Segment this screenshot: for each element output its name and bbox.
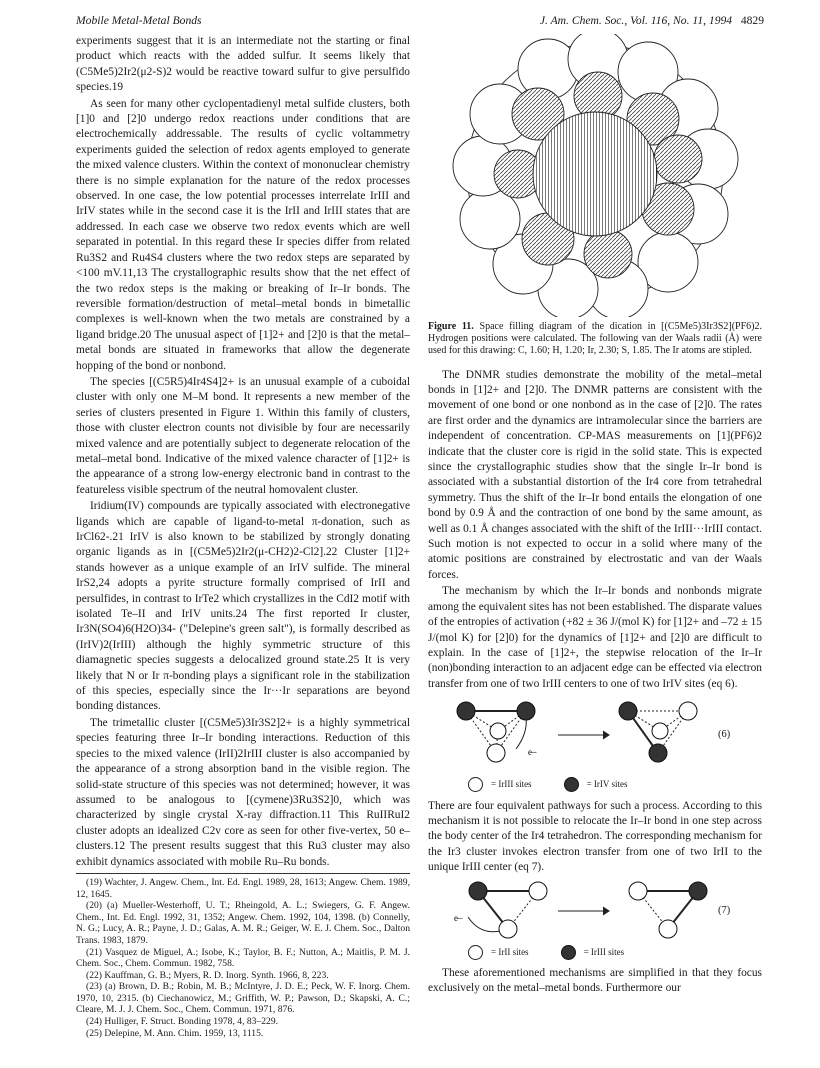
figure-label: Figure 11. [428, 321, 474, 332]
running-head-right [540, 14, 764, 27]
electron-transfer-scheme-6 [428, 693, 762, 775]
paragraph: As seen for many other cyclopentadienyl metal sulfide clusters, both [1]0 and [2]0 undergo redox reactions under conditions that are electrochemically addressable. The results of cyclic voltammetry experiments guided the selection of redox agents employed to generate the mixed valence clusters. Within the context of mononuclear chemistry there is no simple explanation for the nature of the redox processes observed. In one case, the low potential processes interrelate IrIII and IrIV states while in the second case it is the IrII and IrIII states that are addressed. In each case we observe two redox events which are well separated in potential. In this regard these Ir species differ from related Ru3S2 and Ru4S4 clusters where the two redox steps are separated by <100 mV.11,13 The crystallographic results show that the net effect of the two redox steps is the making or breaking of Ir–Ir bonds. The reversible formation/destruction of metal–metal bonds in bimetallic complexes is well-known when the two metals are constrained by a ligand bridge.20 The unusual aspect of [1]2+ and [2]0 is that the metal–metal bonds are situated in frameworks that allow the degenerate hopping of the bond or nonbond. [76, 97, 410, 372]
legend-label: = IrIII sites [491, 779, 532, 790]
paragraph: experiments suggest that it is an intermediate not the starting or final product which reacts with the added sulfur. It seems likely that (C5Me5)2Ir2(μ2-S)2 would be reactive toward sulfur to give persulfido species.19 [76, 35, 410, 94]
reference: (25) Delepine, M. Ann. Chim. 1959, 13, 1115. [86, 1027, 264, 1039]
right-column [428, 34, 762, 998]
paragraph: The species [(C5R5)4Ir4S4]2+ is an unusual example of a cuboidal cluster with only one M–M bond. It represents a new member of the series of clusters presented in Figure 1. Within this family of clusters, those with cluster electron counts not divisible by four are necessarily mixed valence and are potentially subject to degenerate relocation of the metal–metal bond. Indicative of the mixed valence character of [1]2+ is the appearance of a strong low-energy electronic band in contrast to the featureless visible spectrum of the neutral homovalent cluster. [76, 375, 410, 496]
reference: (22) Kauffman, G. B.; Myers, R. D. Inorg. Synth. 1966, 8, 223. [86, 969, 329, 981]
electron-label: e– [528, 747, 537, 758]
equation-number: (6) [718, 729, 731, 741]
references [76, 877, 410, 1039]
equation-7-scheme [428, 877, 762, 943]
reference: (20) (a) Mueller-Westerhoff, U. T.; Rheingold, A. L.; Swiegers, G. F. Angew. Chem., Int. Ed. Engl. 1992, 31, 1352; Angew. Chem. 1992, 104, 1398. (b) Connelly, N. G.; Lucy, A. R.; Payne, J. D.; Galas, A. M. R.; Geiger, W. E. J. Chem. Soc., Dalton Trans. 1983, 1879. [76, 900, 410, 946]
paragraph: The mechanism by which the Ir–Ir bonds and nonbonds migrate among the equivalent sites has not been established. The disparate values of the entropies of activation (+82 ± 36 J/(mol K) for [1]2+ and –72 ± 15 J/(mol K) for [2]0) for the dynamics of [1]2+ and [2]0 are difficult to explain. In the case of [1]2+, the stepwise relocation of the Ir–Ir (non)bonding interaction to an adjacent edge can be effected via electron transfer from one of two IrIII centers to one of two IrIV sites (eq 6). [428, 585, 762, 690]
filled-site-icon [561, 945, 576, 960]
running-head-left: Mobile Metal-Metal Bonds [76, 14, 202, 27]
left-column [76, 34, 410, 1039]
reference: (19) Wachter, J. Angew. Chem., Int. Ed. Engl. 1989, 28, 1613; Angew. Chem. 1989, 12, 1645. [76, 876, 410, 900]
footnote-divider [76, 873, 410, 874]
hollow-site-icon [468, 945, 483, 960]
space-filling-figure [428, 34, 762, 317]
equation-6-legend [468, 777, 762, 792]
page-number: 4829 [740, 14, 764, 27]
paragraph: The trimetallic cluster [(C5Me5)3Ir3S2]2+ is a highly symmetrical species featuring three Ir–Ir bonding interactions. Reduction of this species to the mixed valence (IrII)2IrIII cluster is also accompanied by the appearance of a strong absorption band in the visible region. The solid-state structure of this species was not determined; however, it was assumed to be analogous to [(cymene)3Ru3S2]0, which was characterized by single crystal X-ray diffraction.11 This RuIIRuI2 cluster adopts an idealized C2v core as seen for other five-vertex, 50 e– clusters.12 The present results suggest that this Ru3 cluster may also exhibit dynamics associated with mobile Ru–Ru bonds. [76, 716, 410, 868]
caption-text: Space filling diagram of the dication in [(C5Me5)3Ir3S2](PF6)2. Hydrogen positions were calculated. The following van der Waals radii (Å) were used for this drawing: C, 1.60; H, 1.20; Ir, 2.30; S, 1.85. The Ir atoms are stipled. [428, 321, 762, 357]
space-filling-model-image [428, 34, 762, 317]
journal-citation: J. Am. Chem. Soc., Vol. 116, No. 11, 1994 [539, 14, 733, 27]
reference: (23) (a) Brown, D. B.; Robin, M. B.; McIntyre, J. D. E.; Peck, W. F. Inorg. Chem. 1970, 10, 2315. (b) Ciechanowicz, M.; Griffith, W. P.; Pawson, D.; Skapski, A. C.; Cleare, M. J. J. Chem. Soc., Chem. Commun. 1971, 876. [76, 981, 410, 1016]
paragraph: These aforementioned mechanisms are simplified in that they focus exclusively on the metal–metal bonds. Furthermore our [428, 966, 762, 995]
figure-11-caption [428, 321, 762, 358]
legend-label: = IrIII sites [583, 946, 625, 957]
equation-number: (7) [718, 904, 731, 916]
paragraph: Iridium(IV) compounds are typically associated with electronegative ligands which are capable of ligand-to-metal π-donation, such as IrCl62-.21 IrIV is also known to be stabilized by strongly donating organic ligands as in [(C5Me5)2Ir2(μ-CH2)2-Cl2].22 Cluster [1]2+ stands however as a unique example of an IrIV sulfide. The mineral IrS2,24 adopts a pyrite structure formally comprised of IrII and persulfides, in contrast to IrTe2 which crystallizes in the CdI2 motif with isolated Te–II and IrIV units.24 The first reported Ir cluster, Ir3N(SO4)6(H2O)34- ("Delepine's green salt"), is formally described as (IrIV)2(IrIII) although the highly symmetric structure of this diamagnetic species suggests a delocalized ground state.25 It is very likely that N or Ir π-bonding plays a significant role in the stabilization of this species, especially since the Ir···Ir separations are beyond bonding distances. [76, 500, 410, 713]
reference: (21) Vasquez de Miguel, A.; Isobe, K.; Taylor, B. F.; Nutton, A.; Maitlis, P. M. J. Chem. Soc., Chem. Commun. 1982, 758. [76, 946, 410, 970]
reference: (24) Hulliger, F. Struct. Bonding 1978, 4, 83–229. [86, 1016, 279, 1028]
electron-label: e– [454, 912, 463, 923]
legend-label: = IrIV sites [586, 779, 628, 790]
legend-label: = IrII sites [491, 946, 529, 957]
filled-site-icon [564, 777, 579, 792]
equation-7-legend [468, 945, 762, 960]
paragraph: The DNMR studies demonstrate the mobility of the metal–metal bonds in [1]2+ and [2]0. The DNMR patterns are consistent with the movement of one bond or one nonbond as in the case of [2]0. The rates are first order and the dynamics are intramolecular since the barriers are independent of concentration. CP-MAS measurements on [1](PF6)2 indicate that the cluster core is rigid in the solid state. This is expected since the crystallographic studies show that the single Ir–Ir bond is associated with a substantial distortion of the Ir4 core from tetrahedral symmetry. Thus the shift of the Ir–Ir bond entails the elongation of one bond by 0.9 Å and the contraction of one bond by the same amount, as well as 0.1 Å changes associated with the shift of the IrIII···IrIII contact. Such motion is not expected to occur in a solid where many of the atomic positions are constrained by electrostatic and van der Waals forces. [428, 368, 762, 581]
electron-transfer-scheme-7 [428, 877, 762, 943]
paragraph: There are four equivalent pathways for such a process. According to this mechanism it is not possible to relocate the Ir–Ir bond in one step across the body center of the Ir4 tetrahedron. The corresponding mechanism for the Ir3 cluster invokes electron transfer from one of two IrII to the unique IrIII center (eq 7). [428, 799, 762, 874]
hollow-site-icon [468, 777, 483, 792]
equation-6-scheme [428, 693, 762, 775]
